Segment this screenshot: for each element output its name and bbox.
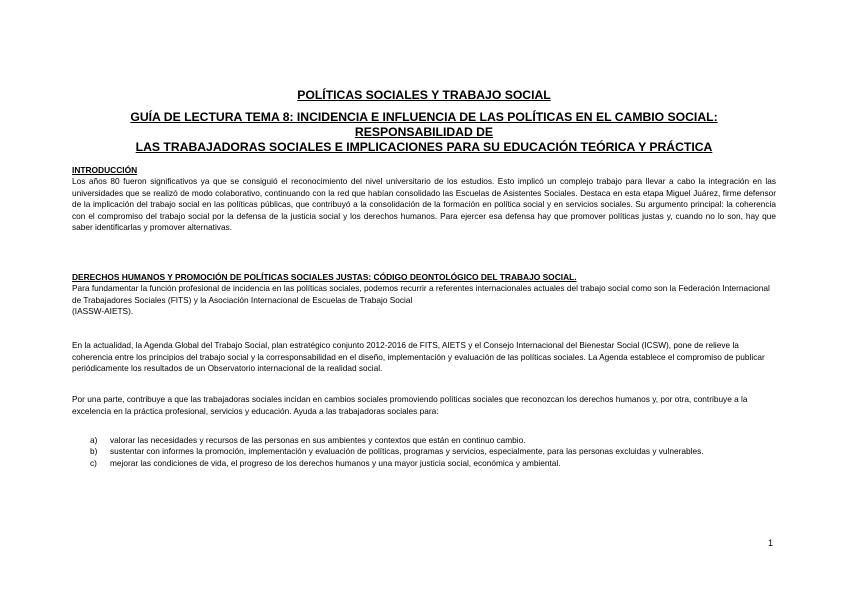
list-item bbox=[72, 446, 776, 457]
rights-heading: DERECHOS HUMANOS Y PROMOCIÓN DE POLÍTICAS SOCIALES JUSTAS: CÓDIGO DEONTOLÓGICO DEL TRABAJO SOCIAL. bbox=[72, 272, 577, 282]
rights-paragraph-1 bbox=[72, 283, 776, 318]
list-item-text: sustentar con informes la promoción, implementación y evaluación de políticas, programas y servicios, especialmente, para las personas excluidas y vulnerables. bbox=[110, 446, 704, 457]
list-marker: a) bbox=[90, 435, 98, 445]
guide-title-line-2: LAS TRABAJADORAS SOCIALES E IMPLICACIONES PARA SU EDUCACIÓN TEÓRICA Y PRÁCTICA bbox=[135, 140, 713, 154]
page-number: 1 bbox=[768, 538, 774, 548]
list-item bbox=[72, 435, 776, 446]
rights-paragraph-1-text: Para fundamentar la función profesional de incidencia en las políticas sociales, podemos recurrir a referentes internacionales actuales del trabajo social como son la Federación Internacional de Trabajadores Sociales (FITS) y la Asociación Internacional de Escuelas de Trabajo Social bbox=[72, 283, 770, 305]
list-item-text: valorar las necesidades y recursos de las personas en sus ambientes y contextos que están en continuo cambio. bbox=[110, 435, 526, 445]
course-title: POLÍTICAS SOCIALES Y TRABAJO SOCIAL bbox=[297, 88, 551, 102]
intro-heading: INTRODUCCIÓN bbox=[72, 165, 138, 175]
guide-title bbox=[72, 110, 776, 155]
guide-title-line-1: GUÍA DE LECTURA TEMA 8: INCIDENCIA E INFLUENCIA DE LAS POLÍTICAS EN EL CAMBIO SOCIAL: RESPONSABILIDAD DE bbox=[130, 110, 718, 139]
list-item bbox=[72, 458, 776, 469]
rights-paragraph-1-tail: (IASSW-AIETS). bbox=[72, 306, 134, 317]
rights-paragraph-2: En la actualidad, la Agenda Global del Trabajo Social, plan estratégico conjunto 2012-2016 de FITS, AIETS y el Consejo Internacional del Bienestar Social (ICSW), pone de relieve la coherencia entre los principios del trabajo social y la corresponsabilidad en el diseño, implementación y evaluación de las políticas sociales. La Agenda establece el compromiso de publicar periódicamente los resultados de un Observatorio internacional de la realidad social. bbox=[72, 340, 765, 374]
list-marker: c) bbox=[90, 457, 97, 468]
intro-paragraph: Los años 80 fueron significativos ya que se consiguió el reconocimiento del nivel universitario de los estudios. Esto implicó un complejo trabajo para llevar a cabo la integración en las universidades que se realizó de modo colaborativo, continuando con la red que habían consolidado las Escuelas de Asistentes Sociales. Destaca en esta etapa Miguel Juárez, firme defensor de la implicación del trabajo social en las políticas públicas, que contribuyó a la consolidación de la formación en política social y en servicios sociales. Su argumento principal: la coherencia con el compromiso del trabajo social por la defensa de la justicia social y los derechos humanos. Para ejercer esa defensa hay que promover políticas justas y, cuando no lo son, hay que saber identificarlas y promover alternativas. bbox=[72, 176, 776, 233]
list-marker: b) bbox=[90, 446, 98, 457]
list-item-text: mejorar las condiciones de vida, el progreso de los derechos humanos y una mayor justicia social, económica y ambiental. bbox=[110, 457, 561, 468]
rights-paragraph-3: Por una parte, contribuye a que las trabajadoras sociales incidan en cambios sociales promoviendo políticas sociales que reconozcan los derechos humanos y, por otra, contribuye a la excelencia en la práctica profesional, servicios y educación. Ayuda a las trabajadoras sociales para: bbox=[72, 394, 748, 416]
support-list bbox=[72, 435, 776, 469]
